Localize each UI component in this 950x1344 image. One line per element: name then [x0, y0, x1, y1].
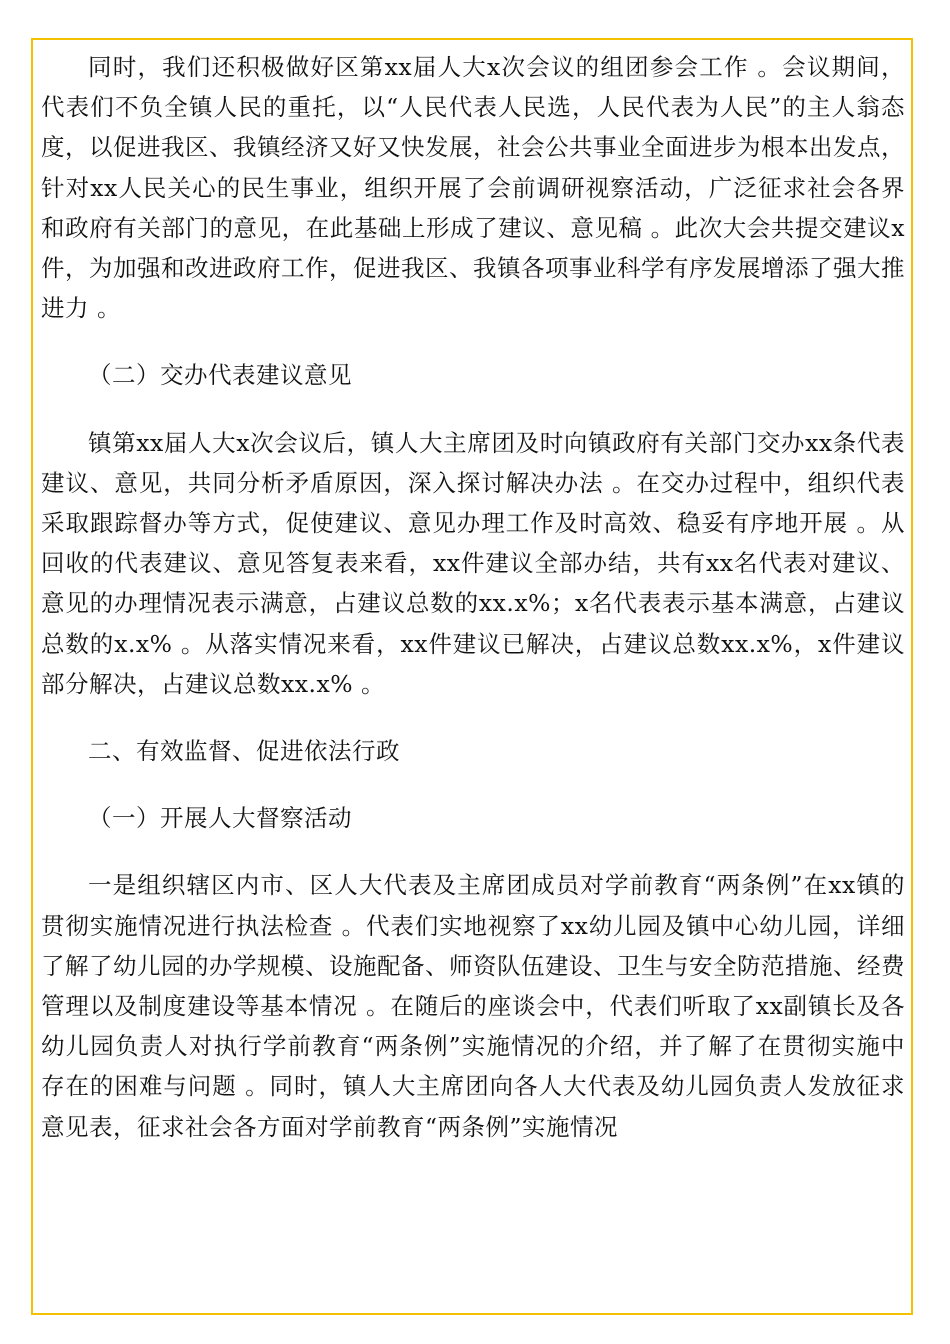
section-heading-supervision: 二、有效监督、促进依法行政 — [88, 737, 400, 766]
paragraph-assign-suggestions: 镇第xx届人大x次会议后，镇人大主席团及时向镇政府有关部门交办xx条代表建议、意见，共同分析矛盾原因，深入探讨解决办法 。在交办过程中，组织代表采取跟踪督办等方式，促使建议、意见办理工作及时高效、稳妥有序地开展 。从回收的代表建议、意见答复表来看，xx件建议全部办结，共有xx名代表对建议、意见的办理情况表示满意，占建议总数的xx.x%；x名代表表示基本满意，占建议总数的x.x% 。从落实情况来看，xx件建议已解决，占建议总数xx.x%，x件建议部分解决，占建议总数xx.x% 。 — [41, 428, 905, 698]
section-heading-inspection-activities: （一）开展人大督察活动 — [88, 804, 352, 833]
section-heading-assign-suggestions: （二）交办代表建议意见 — [88, 361, 352, 390]
document-body — [41, 47, 905, 1147]
paragraph-preschool-inspection: 一是组织辖区内市、区人大代表及主席团成员对学前教育“两条例”在xx镇的贯彻实施情况进行执法检查 。代表们实地视察了xx幼儿园及镇中心幼儿园，详细了解了幼儿园的办学规模、设施配备、师资队伍建设、卫生与安全防范措施、经费管理以及制度建设等基本情况 。在随后的座谈会中，代表们听取了xx副镇长及各幼儿园负责人对执行学前教育“两条例”实施情况的介绍，并了解了在贯彻实施中存在的困难与问题 。同时，镇人大主席团向各人大代表及幼儿园负责人发放征求意见表，征求社会各方面对学前教育“两条例”实施情况 — [41, 871, 905, 1141]
paragraph-meeting-participation: 同时，我们还积极做好区第xx届人大x次会议的组团参会工作 。会议期间，代表们不负全镇人民的重托，以“人民代表人民选，人民代表为人民”的主人翁态度，以促进我区、我镇经济又好又快发展，社会公共事业全面进步为根本出发点，针对xx人民关心的民生事业，组织开展了会前调研视察活动，广泛征求社会各界和政府有关部门的意见，在此基础上形成了建议、意见稿 。此次大会共提交建议x件，为加强和改进政府工作，促进我区、我镇各项事业科学有序发展增添了强大推进力 。 — [41, 53, 905, 323]
